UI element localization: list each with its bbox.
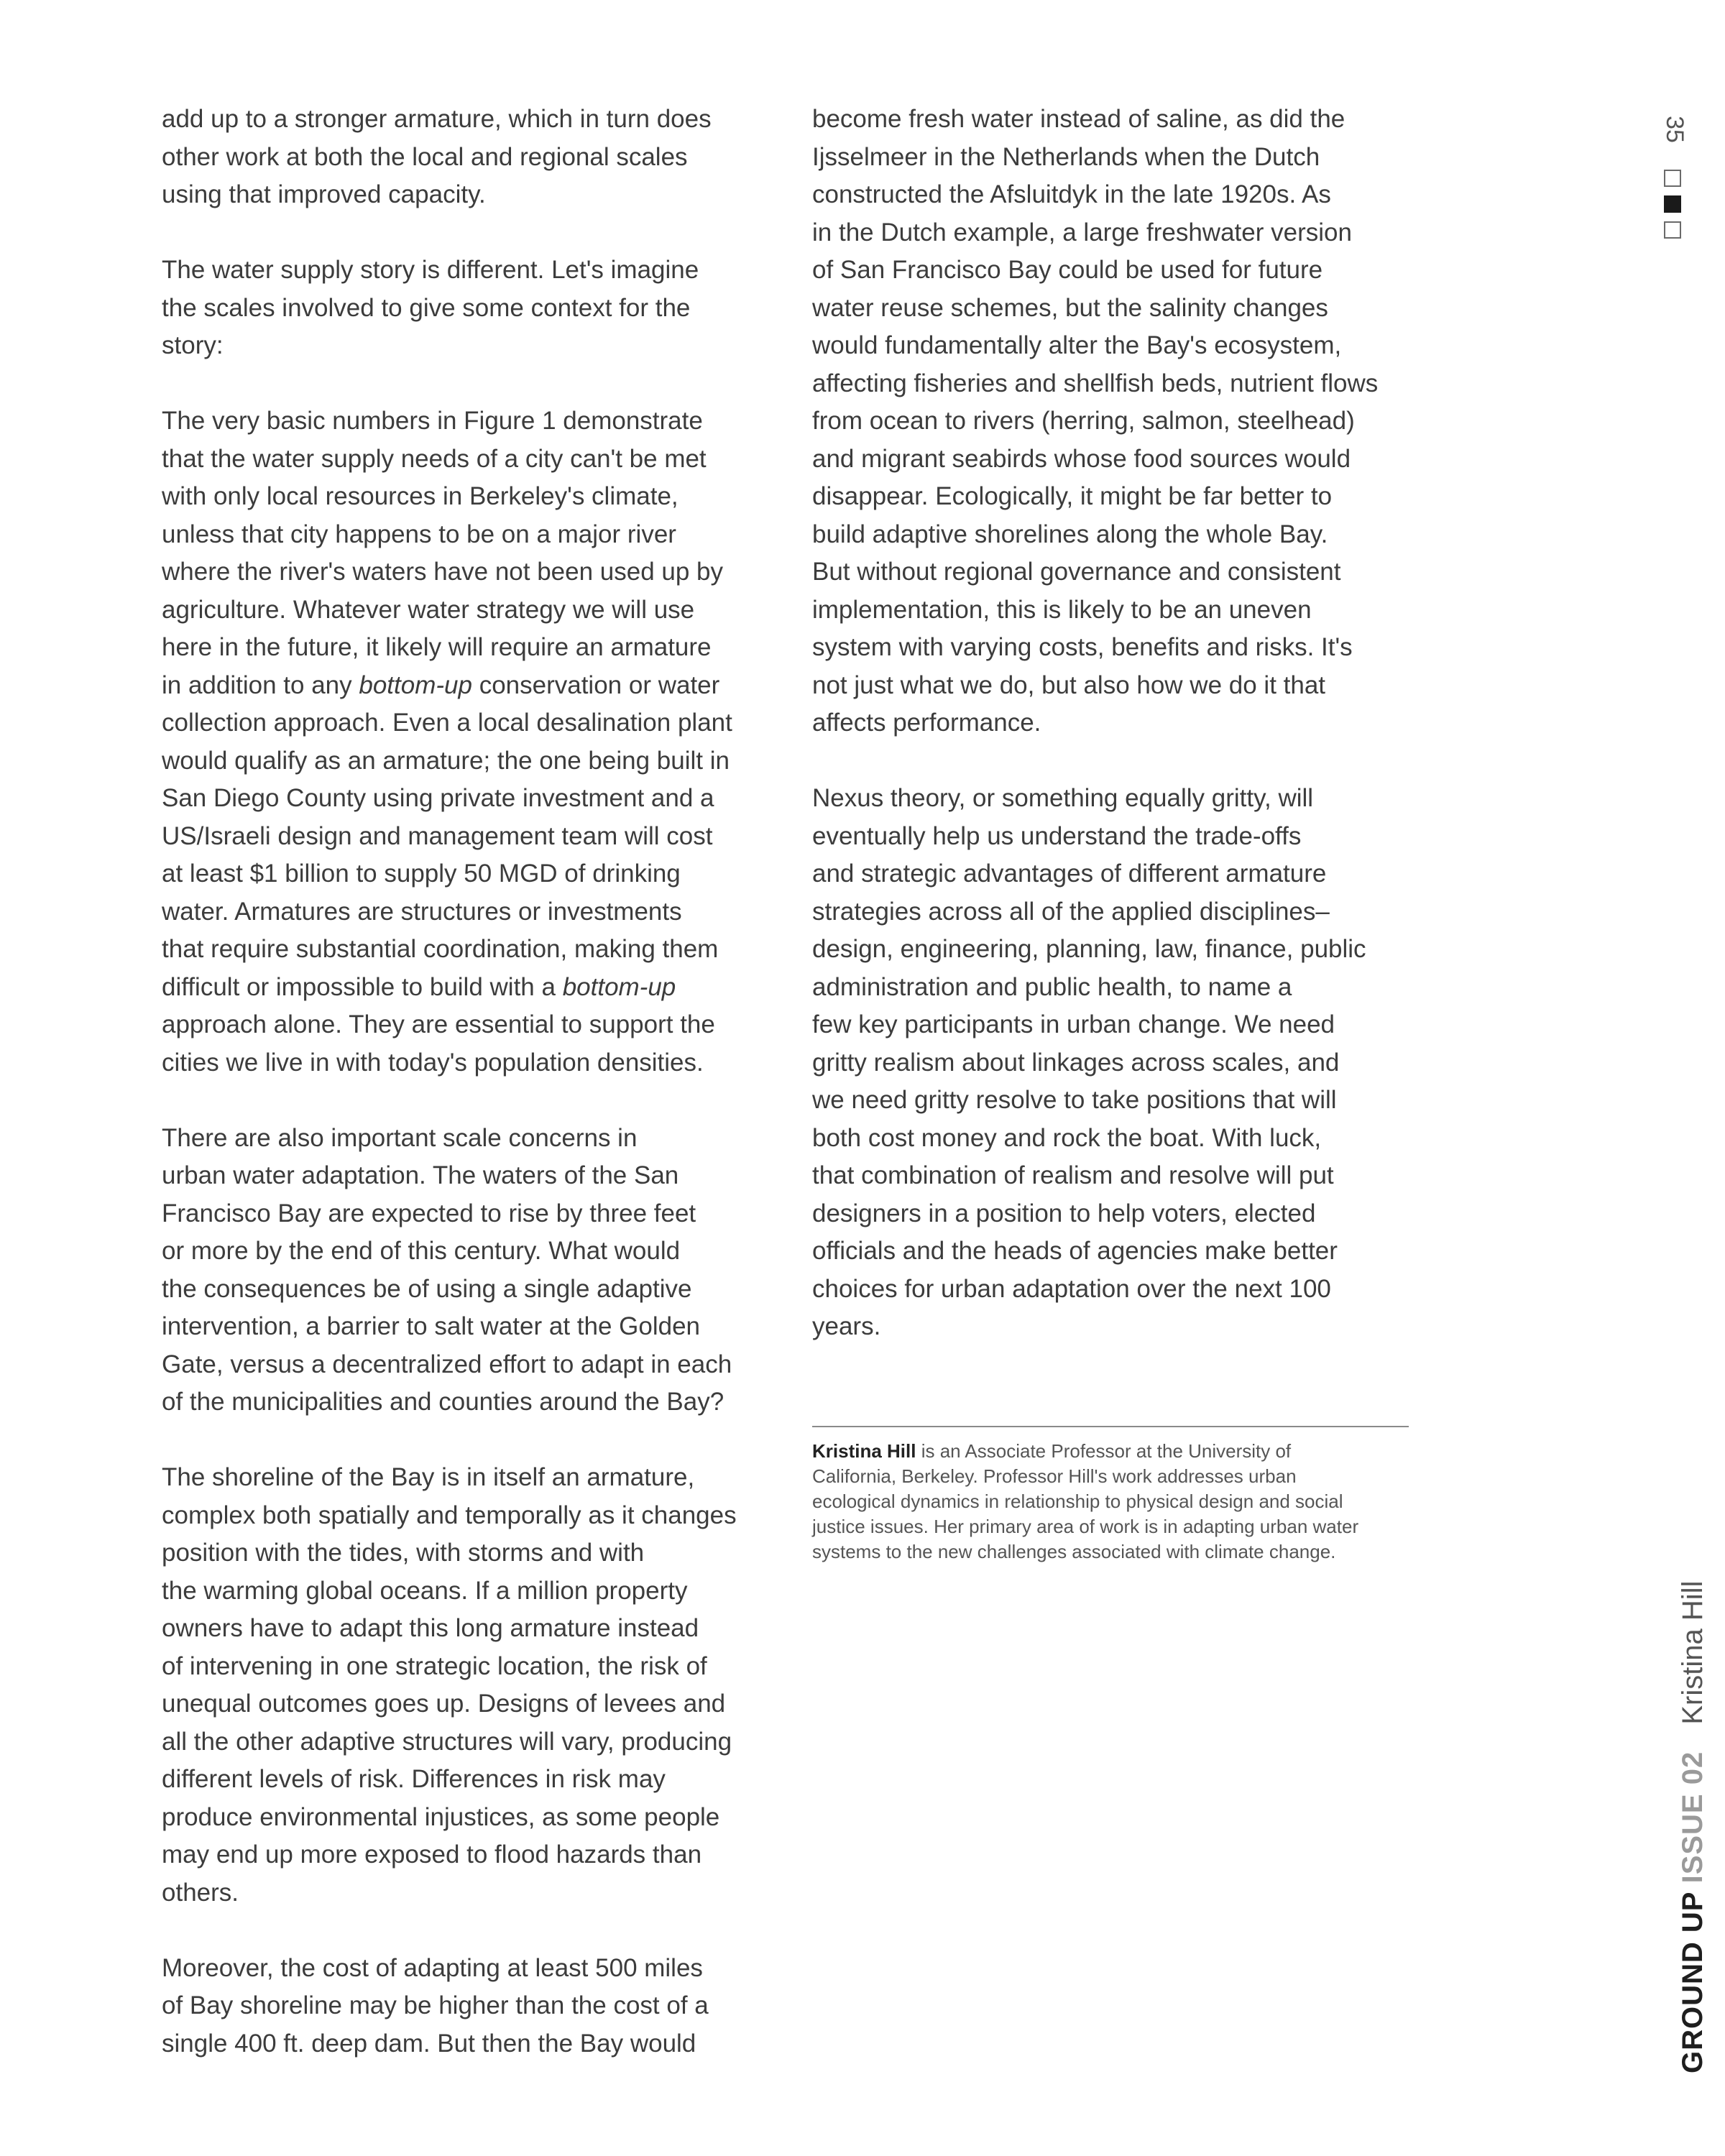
text-line: owners have to adapt this long armature instead	[162, 1614, 699, 1642]
text-line: officials and the heads of agencies make better	[812, 1237, 1338, 1265]
indicator-square-empty	[1664, 170, 1681, 187]
text-line: others.	[162, 1878, 239, 1907]
text-line: story:	[162, 331, 224, 359]
text-line: The very basic numbers in Figure 1 demonstrate	[162, 407, 703, 435]
text-line: add up to a stronger armature, which in turn does	[162, 105, 712, 133]
text-line: But without regional governance and consistent	[812, 558, 1341, 586]
indicator-square-empty	[1664, 221, 1681, 239]
text-line: of intervening in one strategic location, the risk of	[162, 1651, 707, 1680]
text-line: approach alone. They are essential to support the	[162, 1010, 715, 1038]
text-line: There are also important scale concerns in	[162, 1123, 638, 1152]
paragraph	[162, 101, 794, 214]
text-line: different levels of risk. Differences in risk may	[162, 1765, 666, 1793]
paragraph	[812, 780, 1430, 1346]
text-line: Gate, versus a decentralized effort to adapt in each	[162, 1350, 732, 1378]
paragraph	[162, 1459, 794, 1912]
paragraph	[162, 402, 794, 1082]
text-line: become fresh water instead of saline, as did the	[812, 105, 1346, 133]
page-folio	[1653, 108, 1696, 252]
text-line: other work at both the local and regional scales	[162, 142, 688, 171]
text-line: administration and public health, to name a	[812, 972, 1292, 1001]
text-line: implementation, this is likely to be an uneven	[812, 595, 1312, 624]
text-line: of San Francisco Bay could be used for future	[812, 256, 1323, 284]
text-line: few key participants in urban change. We need	[812, 1010, 1335, 1038]
text-line: Moreover, the cost of adapting at least 500 miles	[162, 1953, 703, 1982]
text-line: The water supply story is different. Let's imagine	[162, 256, 699, 284]
text-line: cities we live in with today's population densities.	[162, 1048, 704, 1077]
text-line: system with varying costs, benefits and risks. It's	[812, 633, 1353, 661]
text-line: unequal outcomes goes up. Designs of levees and	[162, 1690, 726, 1718]
bio-author-name: Kristina Hill	[812, 1440, 916, 1462]
text-line: the consequences be of using a single adaptive	[162, 1274, 692, 1303]
text-line: eventually help us understand the trade-offs	[812, 821, 1302, 850]
text-line: Nexus theory, or something equally gritty, will	[812, 784, 1314, 812]
text-line: using that improved capacity.	[162, 180, 486, 208]
text-run: difficult or impossible to build with a	[162, 972, 563, 1001]
emphasis: bottom-up	[359, 671, 472, 699]
text-line: years.	[812, 1312, 881, 1340]
text-line: produce environmental injustices, as some people	[162, 1802, 720, 1831]
text-line: at least $1 billion to supply 50 MGD of drinking	[162, 860, 681, 888]
text-line: that require substantial coordination, making them	[162, 935, 719, 963]
text-line: from ocean to rivers (herring, salmon, steelhead)	[812, 407, 1355, 435]
text-line: Francisco Bay are expected to rise by three feet	[162, 1199, 696, 1227]
article-column-right	[812, 101, 1430, 1383]
text-line: that combination of realism and resolve will put	[812, 1161, 1334, 1189]
text-line: intervention, a barrier to salt water at the Golden	[162, 1312, 701, 1340]
paragraph	[162, 252, 794, 365]
text-line: of Bay shoreline may be higher than the cost of a	[162, 1991, 709, 2019]
text-line: water. Armatures are structures or investments	[162, 897, 682, 926]
text-line: or more by the end of this century. What would	[162, 1237, 681, 1265]
paragraph	[162, 1950, 794, 2063]
bio-line: justice issues. Her primary area of work is in adapting urban water	[812, 1516, 1359, 1537]
page-number: 35	[1661, 116, 1688, 143]
text-line: of the municipalities and counties around the Bay?	[162, 1388, 724, 1416]
text-line: designers in a position to help voters, elected	[812, 1199, 1316, 1227]
text-line: single 400 ft. deep dam. But then the Bay would	[162, 2029, 696, 2058]
footer-issue-number: ISSUE 02	[1677, 1751, 1708, 1884]
text-line: that the water supply needs of a city can't be met	[162, 444, 707, 473]
bio-line: ecological dynamics in relationship to physical design and social	[812, 1491, 1343, 1512]
bio-line: systems to the new challenges associated with climate change.	[812, 1541, 1336, 1562]
text-line: position with the tides, with storms and with	[162, 1539, 645, 1567]
text-line: would qualify as an armature; the one being built in	[162, 746, 730, 775]
text-line: and migrant seabirds whose food sources would	[812, 444, 1351, 473]
bio-line	[812, 1439, 1430, 1464]
text-line: we need gritty resolve to take positions that will	[812, 1086, 1337, 1114]
text-line	[162, 667, 794, 705]
text-line: urban water adaptation. The waters of the San	[162, 1161, 679, 1189]
footer-magazine-name: GROUND UP	[1677, 1891, 1708, 2073]
footer-author-name: Kristina Hill	[1677, 1580, 1708, 1725]
text-line: agriculture. Whatever water strategy we will use	[162, 595, 695, 624]
text-line: collection approach. Even a local desalination plant	[162, 709, 732, 737]
text-line: the warming global oceans. If a million property	[162, 1576, 688, 1605]
text-line: complex both spatially and temporally as it changes	[162, 1501, 737, 1529]
indicator-square-filled	[1664, 195, 1681, 213]
text-line: with only local resources in Berkeley's climate,	[162, 482, 678, 510]
text-line: constructed the Afsluitdyk in the late 1920s. As	[812, 180, 1331, 208]
text-line: disappear. Ecologically, it might be far better to	[812, 482, 1333, 510]
emphasis: bottom-up	[562, 972, 676, 1001]
text-line: US/Israeli design and management team will cost	[162, 821, 713, 850]
text-line: both cost money and rock the boat. With luck,	[812, 1123, 1322, 1152]
text-line: choices for urban adaptation over the next 100	[812, 1274, 1331, 1303]
text-line: the scales involved to give some context for the	[162, 293, 691, 322]
text-line: build adaptive shorelines along the whole Bay.	[812, 520, 1328, 548]
text-line: where the river's waters have not been used up by	[162, 558, 724, 586]
text-run: conservation or water	[472, 671, 720, 699]
bio-text: is an Associate Professor at the University of	[916, 1440, 1292, 1462]
article-column-left	[162, 101, 794, 2101]
running-footer	[1675, 1581, 1711, 2073]
text-line: San Diego County using private investment and a	[162, 784, 714, 812]
paragraph	[162, 1120, 794, 1422]
text-line: all the other adaptive structures will vary, producing	[162, 1727, 732, 1756]
text-line: not just what we do, but also how we do it that	[812, 671, 1326, 699]
paragraph	[812, 101, 1430, 742]
text-line: here in the future, it likely will require an armature	[162, 633, 712, 661]
text-run: in addition to any	[162, 671, 359, 699]
text-line: in the Dutch example, a large freshwater version	[812, 218, 1352, 247]
bio-divider	[812, 1426, 1409, 1427]
text-line: The shoreline of the Bay is in itself an armature,	[162, 1463, 695, 1491]
text-line: would fundamentally alter the Bay's ecosystem,	[812, 331, 1342, 359]
text-line: and strategic advantages of different armature	[812, 860, 1327, 888]
bio-line: California, Berkeley. Professor Hill's work addresses urban	[812, 1465, 1297, 1487]
text-line: water reuse schemes, but the salinity changes	[812, 293, 1328, 322]
text-line: Ijsselmeer in the Netherlands when the Dutch	[812, 142, 1320, 171]
text-line: affects performance.	[812, 709, 1041, 737]
text-line: affecting fisheries and shellfish beds, nutrient flows	[812, 369, 1379, 397]
text-line	[162, 969, 794, 1007]
text-line: unless that city happens to be on a major river	[162, 520, 676, 548]
text-line: gritty realism about linkages across scales, and	[812, 1048, 1340, 1077]
text-line: may end up more exposed to flood hazards than	[162, 1841, 702, 1869]
author-bio	[812, 1439, 1430, 1565]
text-line: design, engineering, planning, law, finance, public	[812, 935, 1366, 963]
text-line: strategies across all of the applied disciplines–	[812, 897, 1330, 926]
